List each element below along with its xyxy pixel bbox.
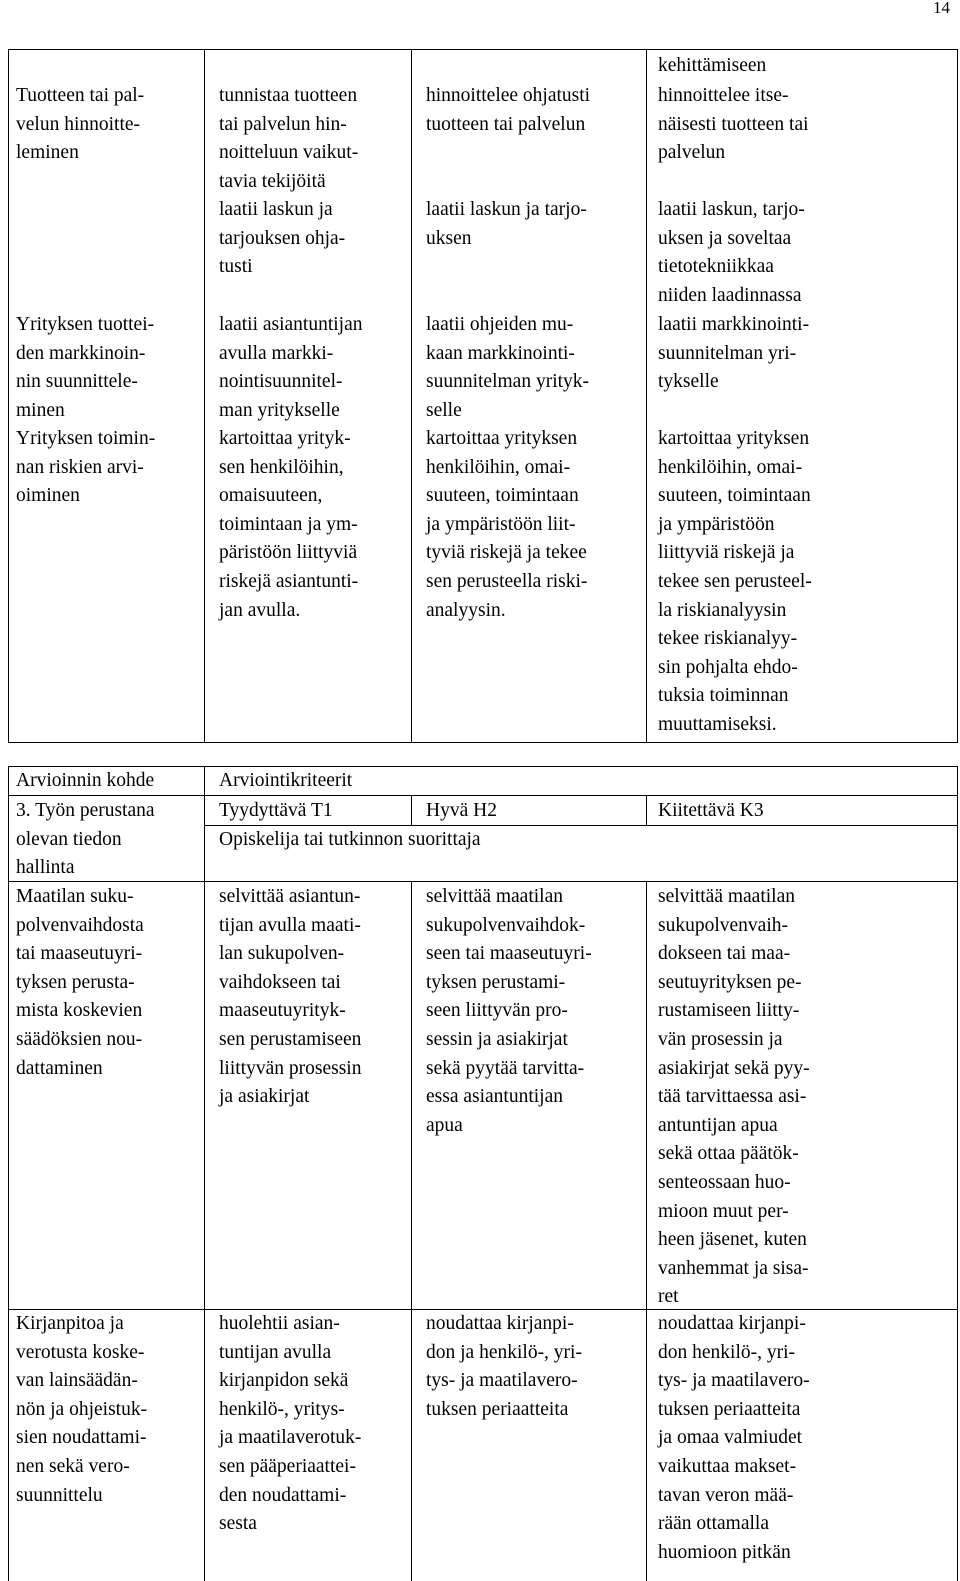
header-assessment-criteria: Arviointikriteerit	[219, 770, 353, 791]
criteria-target-pricing: Tuotteen tai pal- velun hinnoitte- leminen	[16, 85, 145, 164]
table-border-right	[957, 766, 958, 1581]
column-divider	[646, 795, 647, 825]
column-divider	[646, 49, 647, 743]
level-good-h2: Hyvä H2	[426, 800, 497, 821]
column-divider	[411, 795, 412, 825]
header-assessment-target: Arvioinnin kohde	[16, 770, 155, 791]
t1-bookkeeping-taxation: huolehtii asian- tuntijan avulla kirjanpidon sekä henkilö-, yritys- ja maatilaverotuk- sen pääperiaattei- den noudattami- sesta	[219, 1313, 362, 1535]
k3-bookkeeping-taxation: noudattaa kirjanpi- don henkilö-, yri- tys- ja maatilavero- tuksen periaatteita ja omaa valmiudet vaikuttaa makset- tavan veron mää- rään ottamalla huomioon pitkän	[658, 1313, 810, 1563]
criteria-target-risks: Yrityksen toimin- nan riskien arvi- oiminen	[16, 428, 156, 507]
t1-pricing-factors: tunnistaa tuotteen tai palvelun hin- noitteluun vaikut- tavia tekijöitä	[219, 85, 359, 192]
h2-bookkeeping-taxation: noudattaa kirjanpi- don ja henkilö-, yri- tys- ja maatilavero- tuksen periaatteita	[426, 1313, 582, 1420]
table-border-left	[8, 766, 9, 1581]
h2-marketing-plan: laatii ohjeiden mu- kaan markkinointi- suunnitelman yrityk- selle	[426, 314, 590, 421]
t1-generational-change: selvittää asiantun- tijan avulla maati- lan sukupolven- vaihdokseen tai maaseutuyrityk- sen perustamiseen liittyvän prosessin ja asiakirjat	[219, 886, 362, 1108]
h2-risk-mapping: kartoittaa yrityksen henkilöihin, omai- suuteen, toimintaan ja ympäristöön liit- tyviä riskejä ja tekee sen perusteella riski- analyysin.	[426, 428, 588, 621]
t1-invoice: laatii laskun ja tarjouksen ohja- tusti	[219, 199, 346, 278]
h2-generational-change: selvittää maatilan sukupolvenvaihdok- seen tai maaseutuyri- tyksen perustami- seen liittyvän pro- sessin ja asiakirjat sekä pyytää tarvitta- essa asiantuntijan apua	[426, 886, 592, 1136]
h2-pricing: hinnoittelee ohjatusti tuotteen tai palvelun	[426, 85, 591, 135]
column-divider	[204, 766, 205, 1581]
k3-generational-change: selvittää maatilan sukupolvenvaih- dokseen tai maa- seutuyrityksen pe- rustamiseen liitty- vän prosessin ja asiakirjat sekä pyy- tää tarvittaessa asi- antuntijan apua sekä ottaa päätök- senteossaan huo- mioon muut per- heen jäsenet, kuten vanhemmat ja sisa- ret	[658, 886, 810, 1308]
k3-invoice: laatii laskun, tarjo- uksen ja soveltaa tietotekniikkaa niiden laadinnassa	[658, 199, 805, 306]
table-border-top	[8, 49, 958, 50]
column-divider	[646, 881, 647, 1581]
section-title: 3. Työn perustana olevan tiedon hallinta	[16, 800, 155, 879]
assessment-table-continued	[8, 49, 958, 743]
table-border-right	[957, 49, 958, 743]
table-border-bottom	[8, 742, 958, 743]
k3-marketing-plan: laatii markkinointi- suunnitelman yri- tykselle	[658, 314, 810, 393]
column-divider	[204, 49, 205, 743]
column-divider	[411, 881, 412, 1581]
performer-label: Opiskelija tai tutkinnon suorittaja	[219, 829, 481, 850]
table-border-left	[8, 49, 9, 743]
k3-risk-mapping: kartoittaa yrityksen henkilöihin, omai- suuteen, toimintaan ja ympäristöön liittyviä riskejä ja tekee sen perusteel- la riskianalyysin tekee riskianalyy- sin pohjalta ehdo- tuksia toiminnan muuttamiseksi.	[658, 428, 812, 735]
assessment-criteria-table	[8, 766, 958, 1581]
level-satisfactory-t1: Tyydyttävä T1	[219, 800, 333, 821]
target-generational-change: Maatilan suku- polvenvaihdosta tai maaseutuyri- tyksen perusta- mista koskevien säädöksien nou- dattaminen	[16, 886, 144, 1079]
level-excellent-k3: Kiitettävä K3	[658, 800, 764, 821]
target-bookkeeping-taxation: Kirjanpitoa ja verotusta koske- van lainsäädän- nön ja ohjeistuk- sien noudattami- nen sekä vero- suunnittelu	[16, 1313, 148, 1506]
h2-invoice: laatii laskun ja tarjo- uksen	[426, 199, 587, 249]
page-number: 14	[933, 0, 950, 17]
criteria-target-marketing: Yrityksen tuottei- den markkinoin- nin suunnittele- minen	[16, 314, 155, 421]
k3-continued-text: kehittämiseen	[658, 55, 767, 76]
column-divider	[411, 49, 412, 743]
t1-risk-mapping: kartoittaa yrityk- sen henkilöihin, omaisuuteen, toimintaan ja ym- päristöön liittyviä riskejä asiantunti- jan avulla.	[219, 428, 359, 621]
k3-pricing: hinnoittelee itse- näisesti tuotteen tai palvelun	[658, 85, 809, 164]
t1-marketing-plan: laatii asiantuntijan avulla markki- nointisuunnitel- man yritykselle	[219, 314, 363, 421]
